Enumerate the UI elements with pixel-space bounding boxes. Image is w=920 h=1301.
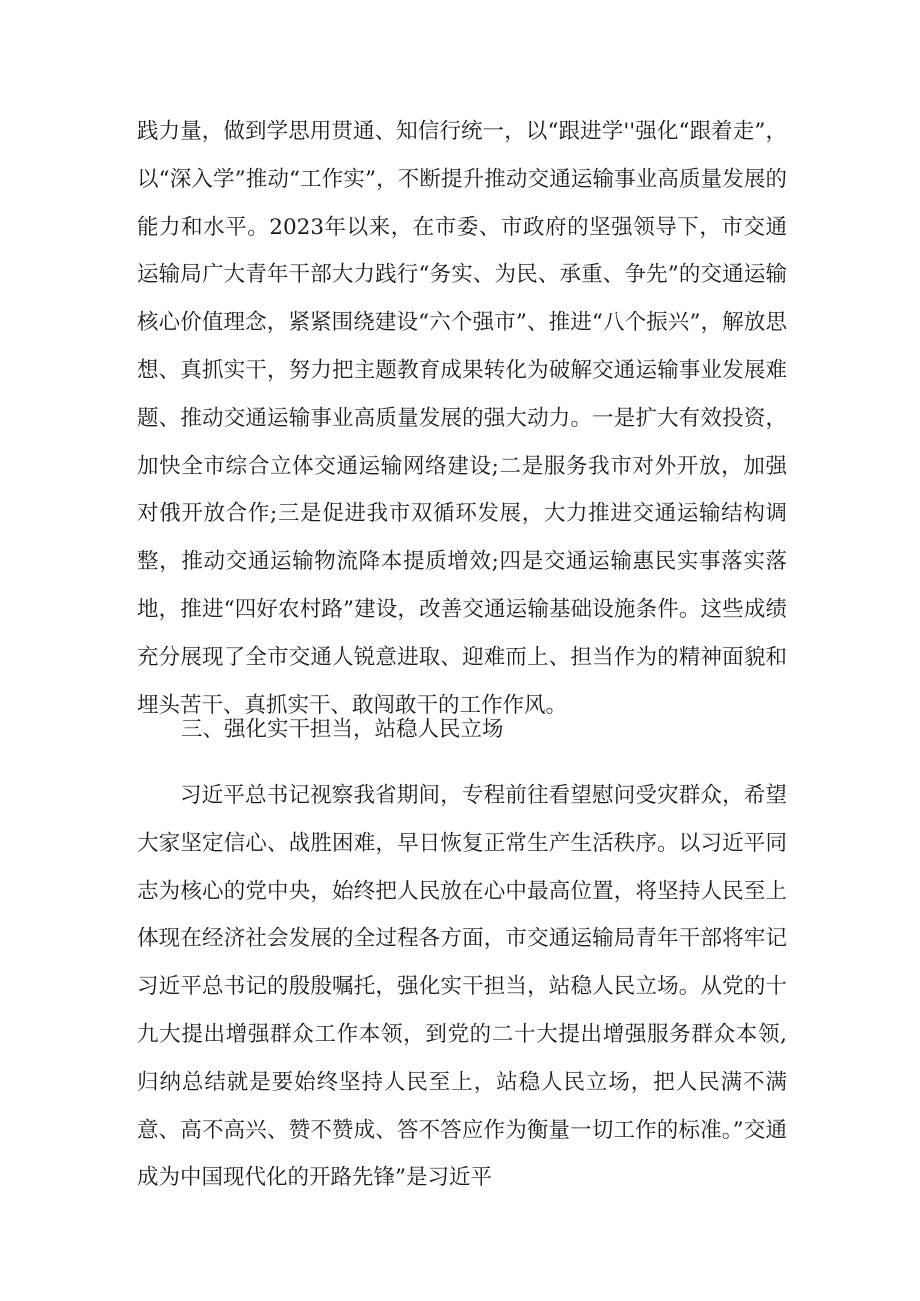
body-paragraph: 践力量，做到学思用贯通、知信行统一，以“跟进学''强化“跟着走”，以“深入学”推动“工作实”，不断提升推动交通运输事业高质量发展的能力和水平。2023年以来，在市委、市政府的坚强领导下，市交通运输局广大青年干部大力践行“务实、为民、承重、争先”的交通运输核心价值理念，紧紧围绕建设“六个强市”、推进“八个振兴”，解放思想、真抓实干，努力把主题教育成果转化为破解交通运输事业发展难题、推动交通运输事业高质量发展的强大动力。一是扩大有效投资，加快全市综合立体交通运输网络建设;二是服务我市对外开放，加强对俄开放合作;三是促进我市双循环发展，大力推进交通运输结构调整，推动交通运输物流降本提质增效;四是交通运输惠民实事落实落地，推进“四好农村路”建设，改善交通运输基础设施条件。这些成绩充分展现了全市交通人锐意进取、迎难而上、担当作为的精神面貌和埋头苦干、真抓实干、敢闯敢干的工作作风。 — [137, 119, 787, 718]
body-paragraph: 习近平总书记视察我省期间，专程前往看望慰问受灾群众，希望大家坚定信心、战胜困难，早日恢复正常生产生活秩序。以习近平同志为核心的党中央，始终把人民放在心中最高位置，将坚持人民至上体现在经济社会发展的全过程各方面，市交通运输局青年干部将牢记习近平总书记的殷殷嘱托，强化实干担当，站稳人民立场。从党的十九大提出增强群众工作本领，到党的二十大提出增强服务群众本领,归纳总结就是要始终坚持人民至上，站稳人民立场，把人民满不满意、高不高兴、赞不赞成、答不答应作为衡量一切工作的标准。”交通成为中国现代化的开路先锋”是习近平 — [137, 783, 787, 1191]
section-heading: 三、强化实干担当，站稳人民立场 — [181, 717, 504, 742]
